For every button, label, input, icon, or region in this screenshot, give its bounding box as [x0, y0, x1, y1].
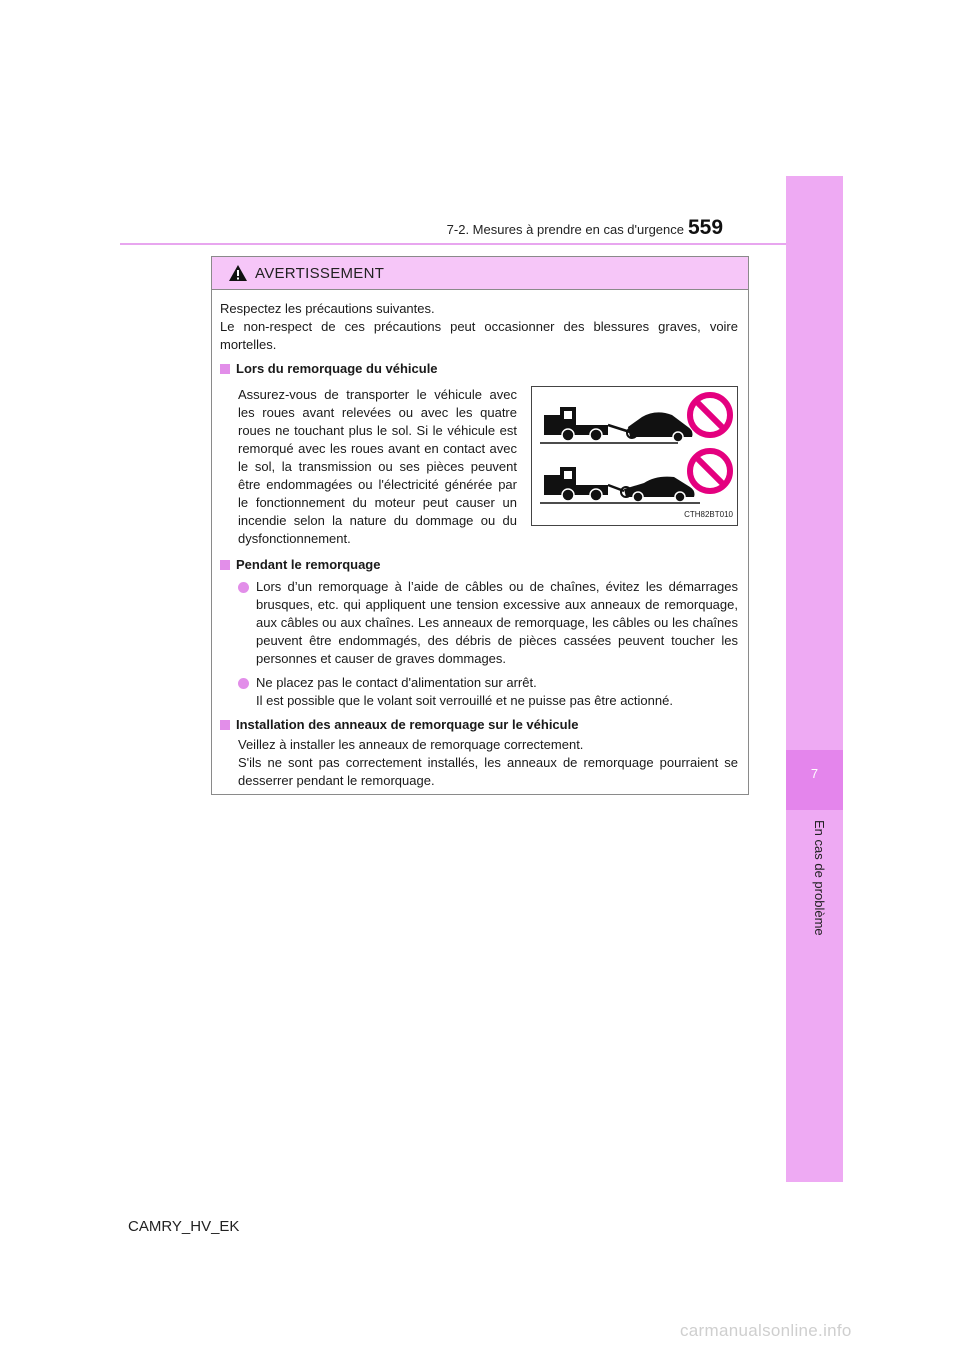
section-heading-text: Pendant le remorquage	[236, 557, 381, 572]
header-rule	[120, 243, 786, 245]
square-bullet-icon	[220, 364, 230, 374]
warning-title: AVERTISSEMENT	[255, 264, 385, 282]
chapter-number: 7	[810, 766, 819, 781]
prohibition-icon	[690, 395, 730, 435]
section-title: 7-2. Mesures à prendre en cas d'urgence	[446, 222, 684, 237]
towing-paragraph: Assurez-vous de transporter le véhicule avec les roues avant relevées ou avec les quatre roues ne touchant plus le sol. Si le véhicule est remorqué avec les roues avant en contact avec le sol, la transmission ou ses pièces peuvent être endommagées ou l'électricité générée par le fonctionnement du moteur peut causer un incendie selon la nature du dommage ou du dysfonctionnement.	[238, 387, 517, 546]
watermark: carmanualsonline.info	[680, 1321, 852, 1340]
tow-truck-icon	[544, 467, 631, 501]
prohibition-icon	[690, 451, 730, 491]
section-heading-text: Installation des anneaux de remorquage sur le véhicule	[236, 717, 579, 732]
intro-line-2: Le non-respect de ces précautions peut occasionner des blessures graves, voire mortelles.	[220, 319, 738, 352]
incorrect-towing-illustration	[532, 387, 737, 515]
installation-line-1: Veillez à installer les anneaux de remorquage correctement.	[238, 737, 584, 752]
tow-truck-icon	[544, 407, 637, 441]
section-heading-installation	[220, 716, 738, 734]
towing-row	[220, 386, 738, 548]
chapter-name: En cas de problème	[812, 820, 827, 936]
section-heading-text: Lors du remorquage du véhicule	[236, 361, 438, 376]
model-code: CAMRY_HV_EK	[128, 1218, 240, 1235]
round-bullet-icon	[238, 582, 249, 593]
intro-line-1: Respectez les précautions suivantes.	[220, 301, 435, 316]
bullet-text: Lors d’un remorquage à l’aide de câbles ou de chaînes, évitez les démarrages brusques, etc. qui appliquent une tension excessive aux anneaux de remorquage, aux câbles ou aux chaînes. Les anneaux de remorquage, les câbles ou les chaînes peuvent être endommagés, des débris de pièces cassées peuvent toucher les personnes et causer de graves dommages.	[256, 579, 738, 666]
warning-body	[212, 290, 748, 790]
bullet-text-line: Il est possible que le volant soit verrouillé et ne puisse pas être actionné.	[256, 693, 673, 708]
installation-line-2: S'ils ne sont pas correctement installés, les anneaux de remorquage pourraient se desserrer pendant le remorquage.	[238, 755, 738, 788]
bullet-item	[220, 674, 738, 710]
towed-car-icon	[624, 477, 695, 502]
figure-code: CTH82BT010	[684, 510, 733, 519]
square-bullet-icon	[220, 560, 230, 570]
warning-triangle-icon	[228, 264, 248, 282]
warning-box	[211, 256, 749, 795]
square-bullet-icon	[220, 720, 230, 730]
section-heading-towing	[220, 360, 738, 378]
warning-header	[212, 257, 748, 290]
side-strip	[786, 176, 843, 1182]
section-heading-during-towing	[220, 556, 738, 574]
bullet-text-block	[256, 674, 738, 710]
round-bullet-icon	[238, 678, 249, 689]
bullet-text-line: Ne placez pas le contact d'alimentation sur arrêt.	[256, 675, 537, 690]
towing-figure	[531, 386, 738, 526]
towed-car-icon	[628, 412, 693, 442]
bullet-item	[220, 578, 738, 668]
page-number: 559	[688, 216, 724, 239]
